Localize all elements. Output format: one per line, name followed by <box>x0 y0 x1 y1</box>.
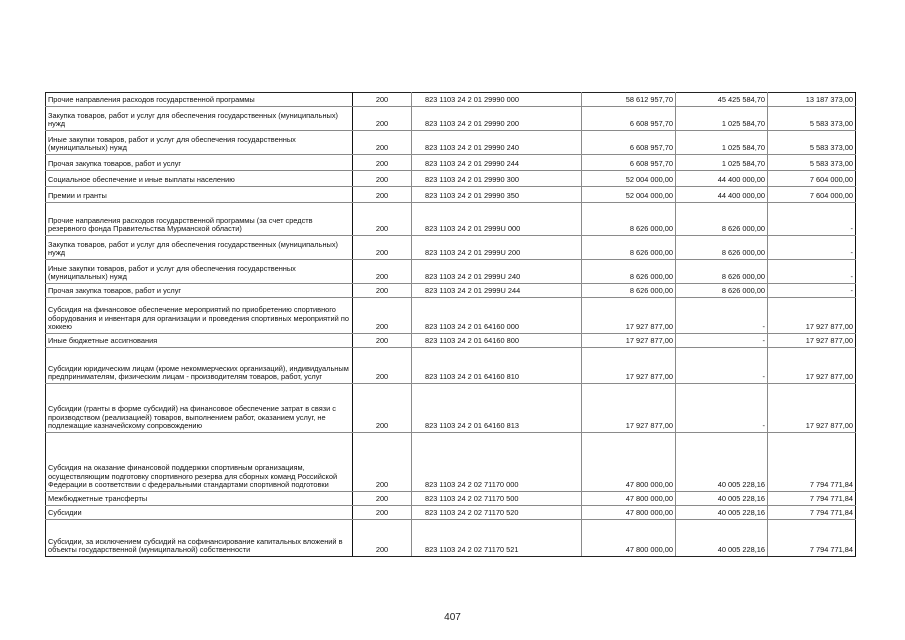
table-row <box>46 284 856 298</box>
expense-name: Иные закупки товаров, работ и услуг для обеспечения государственных (муниципальных) нужд <box>46 131 353 155</box>
unexecuted-amount: 7 604 000,00 <box>768 171 856 187</box>
table-row <box>46 260 856 284</box>
budget-classification-code: 823 1103 24 2 01 29990 300 <box>412 171 582 187</box>
approved-amount: 47 800 000,00 <box>582 520 676 557</box>
budget-classification-code: 823 1103 24 2 01 2999U 200 <box>412 236 582 260</box>
executed-amount: - <box>676 334 768 348</box>
unexecuted-amount: - <box>768 284 856 298</box>
table-row <box>46 236 856 260</box>
executed-amount: 44 400 000,00 <box>676 171 768 187</box>
table-row <box>46 334 856 348</box>
approved-amount: 58 612 957,70 <box>582 93 676 107</box>
table-row <box>46 171 856 187</box>
unexecuted-amount: 7 794 771,84 <box>768 433 856 492</box>
approved-amount: 17 927 877,00 <box>582 298 676 334</box>
executed-amount: 40 005 228,16 <box>676 433 768 492</box>
approved-amount: 6 608 957,70 <box>582 131 676 155</box>
table-row <box>46 155 856 171</box>
executed-amount: 1 025 584,70 <box>676 107 768 131</box>
budget-execution-table <box>45 92 856 557</box>
table-row <box>46 107 856 131</box>
budget-classification-code: 823 1103 24 2 01 29990 200 <box>412 107 582 131</box>
line-code: 200 <box>353 433 412 492</box>
budget-classification-code: 823 1103 24 2 02 71170 520 <box>412 506 582 520</box>
line-code: 200 <box>353 298 412 334</box>
expense-name: Премии и гранты <box>46 187 353 203</box>
expense-name: Субсидии юридическим лицам (кроме некоммерческих организаций), индивидуальным предпринимателям, физическим лицам - производителям товаров, работ, услуг <box>46 348 353 384</box>
approved-amount: 6 608 957,70 <box>582 155 676 171</box>
table-row <box>46 203 856 236</box>
table-row <box>46 298 856 334</box>
line-code: 200 <box>353 93 412 107</box>
line-code: 200 <box>353 203 412 236</box>
line-code: 200 <box>353 520 412 557</box>
expense-name: Субсидия на финансовое обеспечение мероприятий по приобретению спортивного оборудования и инвентаря для организации и проведения спортивных мероприятий по хоккею <box>46 298 353 334</box>
executed-amount: - <box>676 298 768 334</box>
executed-amount: 40 005 228,16 <box>676 492 768 506</box>
table-row <box>46 187 856 203</box>
line-code: 200 <box>353 260 412 284</box>
approved-amount: 17 927 877,00 <box>582 348 676 384</box>
line-code: 200 <box>353 107 412 131</box>
budget-classification-code: 823 1103 24 2 01 64160 800 <box>412 334 582 348</box>
expense-name: Закупка товаров, работ и услуг для обеспечения государственных (муниципальных) нужд <box>46 236 353 260</box>
budget-classification-code: 823 1103 24 2 01 64160 810 <box>412 348 582 384</box>
approved-amount: 17 927 877,00 <box>582 334 676 348</box>
table-row <box>46 520 856 557</box>
executed-amount: 8 626 000,00 <box>676 260 768 284</box>
executed-amount: 1 025 584,70 <box>676 131 768 155</box>
expense-name: Прочие направления расходов государственной программы <box>46 93 353 107</box>
budget-classification-code: 823 1103 24 2 01 64160 813 <box>412 384 582 433</box>
unexecuted-amount: 17 927 877,00 <box>768 348 856 384</box>
expense-name: Субсидии <box>46 506 353 520</box>
expense-name: Межбюджетные трансферты <box>46 492 353 506</box>
unexecuted-amount: 5 583 373,00 <box>768 131 856 155</box>
budget-report-sheet <box>45 92 855 557</box>
executed-amount: 40 005 228,16 <box>676 520 768 557</box>
expense-name: Субсидии (гранты в форме субсидий) на финансовое обеспечение затрат в связи с производством (реализацией) товаров, выполнением работ, оказанием услуг, не подлежащие казначейскому сопровождению <box>46 384 353 433</box>
unexecuted-amount: 7 794 771,84 <box>768 520 856 557</box>
budget-classification-code: 823 1103 24 2 01 2999U 000 <box>412 203 582 236</box>
approved-amount: 17 927 877,00 <box>582 384 676 433</box>
executed-amount: - <box>676 384 768 433</box>
line-code: 200 <box>353 236 412 260</box>
approved-amount: 8 626 000,00 <box>582 260 676 284</box>
executed-amount: 40 005 228,16 <box>676 506 768 520</box>
line-code: 200 <box>353 131 412 155</box>
executed-amount: 8 626 000,00 <box>676 236 768 260</box>
expense-name: Прочая закупка товаров, работ и услуг <box>46 155 353 171</box>
line-code: 200 <box>353 155 412 171</box>
budget-classification-code: 823 1103 24 2 01 29990 244 <box>412 155 582 171</box>
expense-name: Прочие направления расходов государственной программы (за счет средств резервного фонда Правительства Мурманской области) <box>46 203 353 236</box>
budget-classification-code: 823 1103 24 2 01 29990 000 <box>412 93 582 107</box>
page-number: 407 <box>444 612 461 623</box>
approved-amount: 52 004 000,00 <box>582 171 676 187</box>
line-code: 200 <box>353 171 412 187</box>
unexecuted-amount: 5 583 373,00 <box>768 155 856 171</box>
table-row <box>46 131 856 155</box>
budget-classification-code: 823 1103 24 2 01 29990 240 <box>412 131 582 155</box>
unexecuted-amount: 17 927 877,00 <box>768 298 856 334</box>
table-row <box>46 348 856 384</box>
budget-classification-code: 823 1103 24 2 02 71170 521 <box>412 520 582 557</box>
approved-amount: 6 608 957,70 <box>582 107 676 131</box>
budget-classification-code: 823 1103 24 2 01 64160 000 <box>412 298 582 334</box>
unexecuted-amount: 7 794 771,84 <box>768 506 856 520</box>
executed-amount: 8 626 000,00 <box>676 284 768 298</box>
unexecuted-amount: 13 187 373,00 <box>768 93 856 107</box>
unexecuted-amount: 5 583 373,00 <box>768 107 856 131</box>
approved-amount: 8 626 000,00 <box>582 284 676 298</box>
expense-name: Субсидии, за исключением субсидий на софинансирование капитальных вложений в объекты государственной (муниципальной) собственности <box>46 520 353 557</box>
expense-name: Прочая закупка товаров, работ и услуг <box>46 284 353 298</box>
table-row <box>46 506 856 520</box>
expense-name: Социальное обеспечение и иные выплаты населению <box>46 171 353 187</box>
unexecuted-amount: 17 927 877,00 <box>768 384 856 433</box>
line-code: 200 <box>353 492 412 506</box>
budget-classification-code: 823 1103 24 2 01 2999U 244 <box>412 284 582 298</box>
expense-name: Иные бюджетные ассигнования <box>46 334 353 348</box>
executed-amount: 44 400 000,00 <box>676 187 768 203</box>
executed-amount: - <box>676 348 768 384</box>
executed-amount: 1 025 584,70 <box>676 155 768 171</box>
approved-amount: 52 004 000,00 <box>582 187 676 203</box>
approved-amount: 47 800 000,00 <box>582 433 676 492</box>
expense-name: Закупка товаров, работ и услуг для обеспечения государственных (муниципальных) нужд <box>46 107 353 131</box>
unexecuted-amount: - <box>768 260 856 284</box>
executed-amount: 45 425 584,70 <box>676 93 768 107</box>
unexecuted-amount: - <box>768 236 856 260</box>
budget-classification-code: 823 1103 24 2 01 29990 350 <box>412 187 582 203</box>
unexecuted-amount: 7 604 000,00 <box>768 187 856 203</box>
expense-name: Субсидия на оказание финансовой поддержки спортивным организациям, осуществляющим подготовку спортивного резерва для сборных команд Российской Федерации в соответствии с федеральными стандартами спортивной подготовки <box>46 433 353 492</box>
table-row <box>46 492 856 506</box>
line-code: 200 <box>353 384 412 433</box>
budget-classification-code: 823 1103 24 2 02 71170 500 <box>412 492 582 506</box>
line-code: 200 <box>353 506 412 520</box>
approved-amount: 47 800 000,00 <box>582 506 676 520</box>
table-row <box>46 384 856 433</box>
line-code: 200 <box>353 348 412 384</box>
unexecuted-amount: 17 927 877,00 <box>768 334 856 348</box>
executed-amount: 8 626 000,00 <box>676 203 768 236</box>
budget-classification-code: 823 1103 24 2 01 2999U 240 <box>412 260 582 284</box>
line-code: 200 <box>353 187 412 203</box>
line-code: 200 <box>353 284 412 298</box>
budget-classification-code: 823 1103 24 2 02 71170 000 <box>412 433 582 492</box>
approved-amount: 8 626 000,00 <box>582 236 676 260</box>
approved-amount: 47 800 000,00 <box>582 492 676 506</box>
approved-amount: 8 626 000,00 <box>582 203 676 236</box>
unexecuted-amount: 7 794 771,84 <box>768 492 856 506</box>
expense-name: Иные закупки товаров, работ и услуг для обеспечения государственных (муниципальных) нужд <box>46 260 353 284</box>
unexecuted-amount: - <box>768 203 856 236</box>
table-row <box>46 93 856 107</box>
table-row <box>46 433 856 492</box>
line-code: 200 <box>353 334 412 348</box>
